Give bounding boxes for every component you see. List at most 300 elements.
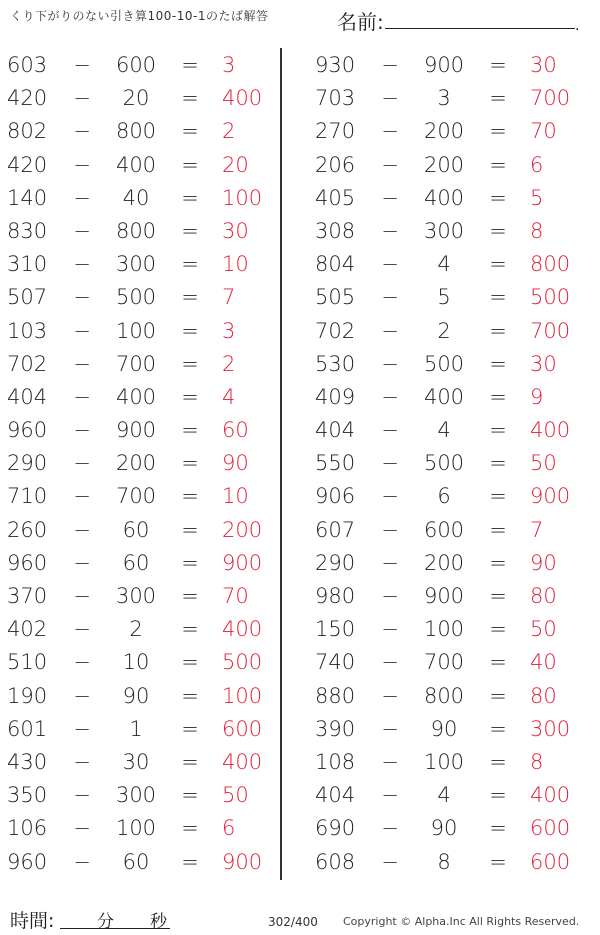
page-number: 302/400 (268, 915, 318, 929)
minuend: 804 (315, 252, 356, 277)
answer: 80 (530, 683, 557, 708)
minuend: 960 (7, 849, 48, 874)
subtrahend: 300 (115, 783, 157, 808)
subtrahend: 900 (115, 418, 157, 443)
problem-row (308, 48, 583, 81)
problem-row (308, 679, 583, 712)
equals-sign: = (489, 716, 507, 741)
problem-row (0, 247, 275, 280)
problem-row (308, 479, 583, 512)
equals-sign: = (489, 351, 507, 376)
equals-sign: = (181, 584, 199, 608)
minus-sign: − (73, 285, 91, 310)
minus-sign: − (381, 53, 399, 77)
subtrahend: 700 (115, 351, 157, 376)
problem-row (308, 811, 583, 844)
minuend: 603 (7, 53, 48, 77)
problem-row (308, 413, 583, 446)
problem-row (0, 413, 275, 446)
subtrahend: 700 (423, 650, 465, 675)
answer: 9 (530, 384, 544, 409)
equals-sign: = (181, 716, 199, 741)
minus-sign: − (73, 119, 91, 144)
subtrahend: 60 (122, 517, 150, 542)
minuend: 103 (7, 318, 48, 343)
subtrahend: 2 (437, 318, 451, 343)
answer: 6 (222, 816, 236, 841)
equals-sign: = (181, 550, 199, 575)
subtrahend: 900 (423, 584, 465, 608)
minus-sign: − (381, 318, 399, 343)
minus-sign: − (73, 584, 91, 608)
equals-sign: = (181, 384, 199, 409)
name-dot: . (575, 18, 580, 34)
subtrahend: 60 (122, 550, 150, 575)
minus-sign: − (381, 484, 399, 509)
minus-sign: − (73, 152, 91, 177)
equals-sign: = (181, 86, 199, 111)
minus-sign: − (381, 517, 399, 542)
worksheet-title: くり下がりのない引き算100-10-1のたば解答 (10, 9, 269, 23)
minuend: 830 (7, 218, 48, 243)
answer: 400 (222, 749, 263, 774)
subtrahend: 300 (423, 218, 465, 243)
subtrahend: 6 (437, 484, 451, 509)
subtrahend: 200 (115, 451, 157, 476)
subtrahend: 400 (423, 384, 465, 409)
minuend: 308 (315, 218, 356, 243)
problem-row (308, 778, 583, 811)
equals-sign: = (181, 53, 199, 77)
minus-sign: − (381, 683, 399, 708)
minus-sign: − (73, 53, 91, 77)
subtrahend: 3 (437, 86, 451, 111)
minuend: 690 (315, 816, 356, 841)
minuend: 880 (315, 683, 356, 708)
problem-row (0, 479, 275, 512)
answer: 200 (222, 517, 263, 542)
subtrahend: 100 (423, 617, 465, 642)
problem-row (308, 380, 583, 413)
minuend: 510 (7, 650, 48, 675)
equals-sign: = (489, 550, 507, 575)
minus-sign: − (73, 218, 91, 243)
minus-sign: − (73, 351, 91, 376)
answer: 500 (530, 285, 571, 310)
minuend: 402 (7, 617, 48, 642)
equals-sign: = (489, 451, 507, 476)
problem-row (0, 181, 275, 214)
subtrahend: 200 (423, 119, 465, 144)
problem-row (308, 148, 583, 181)
minus-sign: − (73, 650, 91, 675)
minuend: 601 (7, 716, 48, 741)
problem-row (308, 280, 583, 313)
subtrahend: 4 (437, 783, 451, 808)
answer: 300 (530, 716, 571, 741)
problem-row (0, 114, 275, 147)
subtrahend: 90 (430, 816, 458, 841)
problem-row (0, 148, 275, 181)
minuend: 405 (315, 185, 356, 210)
subtrahend: 30 (122, 749, 150, 774)
equals-sign: = (489, 318, 507, 343)
minuend: 370 (7, 584, 48, 608)
equals-sign: = (489, 683, 507, 708)
equals-sign: = (181, 351, 199, 376)
subtrahend: 800 (115, 119, 157, 144)
problem-row (0, 347, 275, 380)
equals-sign: = (489, 86, 507, 111)
minuend: 530 (315, 351, 356, 376)
minuend: 206 (315, 152, 356, 177)
answer: 8 (530, 749, 544, 774)
problem-row (0, 612, 275, 645)
minuend: 980 (315, 584, 356, 608)
minus-sign: − (73, 384, 91, 409)
minus-sign: − (73, 783, 91, 808)
equals-sign: = (489, 418, 507, 443)
problem-column-left (0, 48, 275, 878)
subtrahend: 1 (129, 716, 143, 741)
equals-sign: = (181, 517, 199, 542)
answer: 4 (222, 384, 236, 409)
answer: 20 (222, 152, 249, 177)
minus-sign: − (73, 683, 91, 708)
minus-sign: − (73, 185, 91, 210)
minuend: 404 (7, 384, 48, 409)
answer: 700 (530, 86, 571, 111)
subtrahend: 5 (437, 285, 451, 310)
answer: 400 (530, 418, 571, 443)
minuend: 906 (315, 484, 356, 509)
problem-row (308, 214, 583, 247)
problem-row (308, 247, 583, 280)
equals-sign: = (181, 418, 199, 443)
answer: 900 (222, 550, 263, 575)
subtrahend: 800 (423, 683, 465, 708)
subtrahend: 500 (423, 351, 465, 376)
minuend: 960 (7, 418, 48, 443)
equals-sign: = (181, 617, 199, 642)
problem-row (308, 612, 583, 645)
answer: 70 (530, 119, 557, 144)
subtrahend: 60 (122, 849, 150, 874)
answer: 100 (222, 683, 263, 708)
equals-sign: = (489, 53, 507, 77)
answer: 900 (222, 849, 263, 874)
minus-sign: − (73, 451, 91, 476)
minus-sign: − (381, 285, 399, 310)
equals-sign: = (181, 318, 199, 343)
minuend: 290 (315, 550, 356, 575)
problem-row (308, 314, 583, 347)
answer: 90 (222, 451, 249, 476)
equals-sign: = (181, 152, 199, 177)
problem-row (0, 811, 275, 844)
equals-sign: = (181, 252, 199, 277)
problem-row (308, 513, 583, 546)
problem-row (0, 48, 275, 81)
equals-sign: = (489, 218, 507, 243)
answer: 70 (222, 584, 249, 608)
subtrahend: 8 (437, 849, 451, 874)
minuend: 702 (7, 351, 48, 376)
minuend: 420 (7, 86, 48, 111)
problem-row (0, 645, 275, 678)
equals-sign: = (181, 650, 199, 675)
equals-sign: = (181, 451, 199, 476)
subtrahend: 600 (423, 517, 465, 542)
subtrahend: 900 (423, 53, 465, 77)
answer: 400 (222, 617, 263, 642)
problem-row (0, 546, 275, 579)
minus-sign: − (73, 716, 91, 741)
minuend: 140 (7, 185, 48, 210)
subtrahend: 300 (115, 584, 157, 608)
problem-row (0, 745, 275, 778)
problem-row (0, 81, 275, 114)
answer: 600 (222, 716, 263, 741)
minuend: 260 (7, 517, 48, 542)
answer: 30 (530, 53, 557, 77)
minus-sign: − (73, 318, 91, 343)
equals-sign: = (489, 816, 507, 841)
minuend: 710 (7, 484, 48, 509)
equals-sign: = (181, 218, 199, 243)
answer: 600 (530, 849, 571, 874)
minuend: 802 (7, 119, 48, 144)
copyright-notice: Copyright © Alpha.Inc All Rights Reserved. (343, 915, 580, 928)
minus-sign: − (73, 517, 91, 542)
minus-sign: − (381, 650, 399, 675)
equals-sign: = (489, 783, 507, 808)
answer: 700 (530, 318, 571, 343)
problem-row (308, 712, 583, 745)
minus-sign: − (381, 185, 399, 210)
problem-row (308, 446, 583, 479)
subtrahend: 90 (430, 716, 458, 741)
equals-sign: = (181, 185, 199, 210)
minuend: 703 (315, 86, 356, 111)
subtrahend: 200 (423, 152, 465, 177)
equals-sign: = (181, 849, 199, 874)
answer: 10 (222, 252, 249, 277)
subtrahend: 400 (115, 152, 157, 177)
minus-sign: − (381, 152, 399, 177)
subtrahend: 20 (122, 86, 150, 111)
minus-sign: − (381, 351, 399, 376)
answer: 3 (222, 53, 236, 77)
minus-sign: − (381, 849, 399, 874)
problem-row (0, 712, 275, 745)
problem-column-right (308, 48, 583, 878)
problem-row (308, 114, 583, 147)
subtrahend: 100 (423, 749, 465, 774)
answer: 90 (530, 550, 557, 575)
minuend: 390 (315, 716, 356, 741)
answer: 10 (222, 484, 249, 509)
answer: 500 (222, 650, 263, 675)
answer: 400 (222, 86, 263, 111)
equals-sign: = (181, 119, 199, 144)
equals-sign: = (489, 152, 507, 177)
minuend: 550 (315, 451, 356, 476)
subtrahend: 100 (115, 816, 157, 841)
problem-row (0, 314, 275, 347)
minuend: 507 (7, 285, 48, 310)
minuend: 404 (315, 783, 356, 808)
equals-sign: = (489, 384, 507, 409)
minus-sign: − (73, 86, 91, 111)
subtrahend: 2 (129, 617, 143, 642)
equals-sign: = (489, 617, 507, 642)
answer: 2 (222, 351, 236, 376)
minuend: 404 (315, 418, 356, 443)
equals-sign: = (489, 517, 507, 542)
subtrahend: 500 (423, 451, 465, 476)
problem-row (0, 280, 275, 313)
equals-sign: = (181, 783, 199, 808)
problem-row (0, 214, 275, 247)
minus-sign: − (381, 584, 399, 608)
equals-sign: = (489, 584, 507, 608)
minutes-label: 分 (97, 912, 114, 932)
answer: 6 (530, 152, 544, 177)
name-label: 名前: (337, 10, 384, 34)
minus-sign: − (73, 550, 91, 575)
minus-sign: − (73, 617, 91, 642)
minus-sign: − (381, 218, 399, 243)
seconds-label: 秒 (150, 912, 167, 932)
answer: 40 (530, 650, 557, 675)
answer: 50 (222, 783, 249, 808)
problem-row (0, 845, 275, 878)
answer: 30 (222, 218, 249, 243)
problem-row (308, 745, 583, 778)
answer: 60 (222, 418, 249, 443)
answer: 80 (530, 584, 557, 608)
minus-sign: − (381, 550, 399, 575)
subtrahend: 4 (437, 252, 451, 277)
minuend: 740 (315, 650, 356, 675)
answer: 2 (222, 119, 236, 144)
minus-sign: − (381, 816, 399, 841)
answer: 600 (530, 816, 571, 841)
subtrahend: 400 (423, 185, 465, 210)
problem-row (0, 679, 275, 712)
minuend: 106 (7, 816, 48, 841)
minus-sign: − (73, 418, 91, 443)
answer: 8 (530, 218, 544, 243)
subtrahend: 10 (122, 650, 150, 675)
subtrahend: 700 (115, 484, 157, 509)
minuend: 310 (7, 252, 48, 277)
answer: 5 (530, 185, 544, 210)
problem-row (308, 579, 583, 612)
equals-sign: = (489, 119, 507, 144)
minus-sign: − (381, 384, 399, 409)
minuend: 190 (7, 683, 48, 708)
equals-sign: = (489, 749, 507, 774)
problem-row (0, 446, 275, 479)
minus-sign: − (73, 252, 91, 277)
minuend: 350 (7, 783, 48, 808)
minus-sign: − (381, 617, 399, 642)
problem-row (308, 546, 583, 579)
problem-row (308, 81, 583, 114)
subtrahend: 300 (115, 252, 157, 277)
minuend: 150 (315, 617, 356, 642)
minus-sign: − (73, 849, 91, 874)
equals-sign: = (181, 816, 199, 841)
minus-sign: − (381, 86, 399, 111)
problem-row (0, 380, 275, 413)
subtrahend: 400 (115, 384, 157, 409)
subtrahend: 200 (423, 550, 465, 575)
subtrahend: 4 (437, 418, 451, 443)
minuend: 409 (315, 384, 356, 409)
answer: 30 (530, 351, 557, 376)
subtrahend: 600 (115, 53, 157, 77)
answer: 400 (530, 783, 571, 808)
subtrahend: 800 (115, 218, 157, 243)
equals-sign: = (489, 849, 507, 874)
minus-sign: − (381, 783, 399, 808)
problem-row (0, 778, 275, 811)
minus-sign: − (381, 252, 399, 277)
equals-sign: = (181, 285, 199, 310)
minus-sign: − (381, 451, 399, 476)
minus-sign: − (381, 418, 399, 443)
subtrahend: 90 (122, 683, 150, 708)
problem-row (308, 181, 583, 214)
minuend: 608 (315, 849, 356, 874)
answer: 800 (530, 252, 571, 277)
minus-sign: − (73, 816, 91, 841)
minuend: 702 (315, 318, 356, 343)
answer: 7 (530, 517, 544, 542)
answer: 3 (222, 318, 236, 343)
problem-row (308, 347, 583, 380)
minus-sign: − (381, 716, 399, 741)
subtrahend: 500 (115, 285, 157, 310)
equals-sign: = (181, 484, 199, 509)
answer: 7 (222, 285, 236, 310)
problem-row (308, 845, 583, 878)
equals-sign: = (489, 252, 507, 277)
answer: 900 (530, 484, 571, 509)
equals-sign: = (181, 749, 199, 774)
column-divider (280, 48, 282, 880)
answer: 50 (530, 617, 557, 642)
minuend: 420 (7, 152, 48, 177)
subtrahend: 100 (115, 318, 157, 343)
minuend: 430 (7, 749, 48, 774)
minuend: 607 (315, 517, 356, 542)
time-label: 時間: (10, 910, 55, 932)
minuend: 270 (315, 119, 356, 144)
minus-sign: − (73, 484, 91, 509)
answer: 50 (530, 451, 557, 476)
equals-sign: = (489, 185, 507, 210)
name-field-line[interactable] (385, 28, 575, 29)
problem-row (308, 645, 583, 678)
minus-sign: − (73, 749, 91, 774)
subtrahend: 40 (122, 185, 150, 210)
minuend: 108 (315, 749, 356, 774)
minus-sign: − (381, 749, 399, 774)
